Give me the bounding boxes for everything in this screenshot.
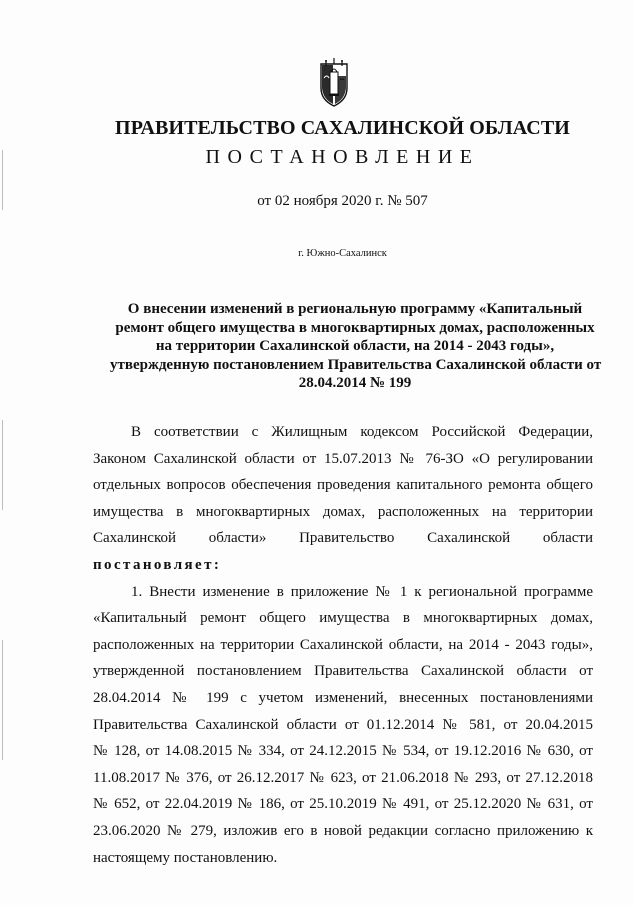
document-date-number: от 02 ноября 2020 г. № 507 [257,193,428,209]
item-line: 28.04.2014 № 199 с учетом изменений, внесенных постановлениями [93,689,593,706]
scan-edge-mark [2,150,3,210]
item-line: расположенных на территории Сахалинской области, на 2014 - 2043 годы», [93,636,593,653]
document-title [110,300,600,393]
preamble-line: имущества в многоквартирных домах, расположенных на территории [93,503,593,520]
title-line: утвержденную постановлением Правительства Сахалинской области от [110,356,602,373]
preamble-line: Сахалинской области» Правительство Сахалинской области [93,530,593,547]
decree-line [93,552,593,579]
scan-edge-mark [2,420,3,510]
title-line: на территории Сахалинской области, на 2014 - 2043 годы», [155,338,555,355]
item-line: № 128, от 14.08.2015 № 334, от 24.12.2015 № 534, от 19.12.2016 № 630, от [93,743,593,760]
document-body [93,419,593,871]
scan-edge-mark [2,640,3,760]
title-line: О внесении изменений в региональную программу «Капитальный [127,301,583,317]
title-line: 28.04.2014 № 199 [298,375,412,392]
preamble-line: В соответствии с Жилищным кодексом Российской Федерации, [131,424,593,440]
item-line: утвержденной постановлением Правительства Сахалинской области от [93,663,593,680]
preamble-line: Законом Сахалинской области от 15.07.2013 № 76-ЗО «О регулировании [93,450,593,467]
item-line: Правительства Сахалинской области от 01.12.2014 № 581, от 20.04.2015 [93,716,593,733]
document-city: г. Южно-Сахалинск [298,248,387,259]
preamble-line: отдельных вопросов обеспечения проведения капитального ремонта общего [93,477,593,494]
item-line: 23.06.2020 № 279, изложив его в новой редакции согласно приложению к [93,822,593,839]
item-line: № 652, от 22.04.2019 № 186, от 25.10.2019 № 491, от 25.12.2020 № 631, от [93,796,593,813]
sakhalin-coat-of-arms-icon [314,58,354,108]
item-line: 1. Внести изменение в приложение № 1 к региональной программе [131,583,593,600]
item-line: 11.08.2017 № 376, от 26.12.2017 № 623, от 21.06.2018 № 293, от 27.12.2018 [93,769,593,786]
organization-name: ПРАВИТЕЛЬСТВО САХАЛИНСКОЙ ОБЛАСТИ [115,117,570,139]
decree-word: постановляет: [93,556,222,573]
item-line: настоящему постановлению. [93,849,278,866]
item-line: «Капитальный ремонт общего имущества в многоквартирных домах, [93,610,593,627]
document-type: ПОСТАНОВЛЕНИЕ [205,146,480,168]
title-line: ремонт общего имущества в многоквартирных домах, расположенных [115,319,595,336]
